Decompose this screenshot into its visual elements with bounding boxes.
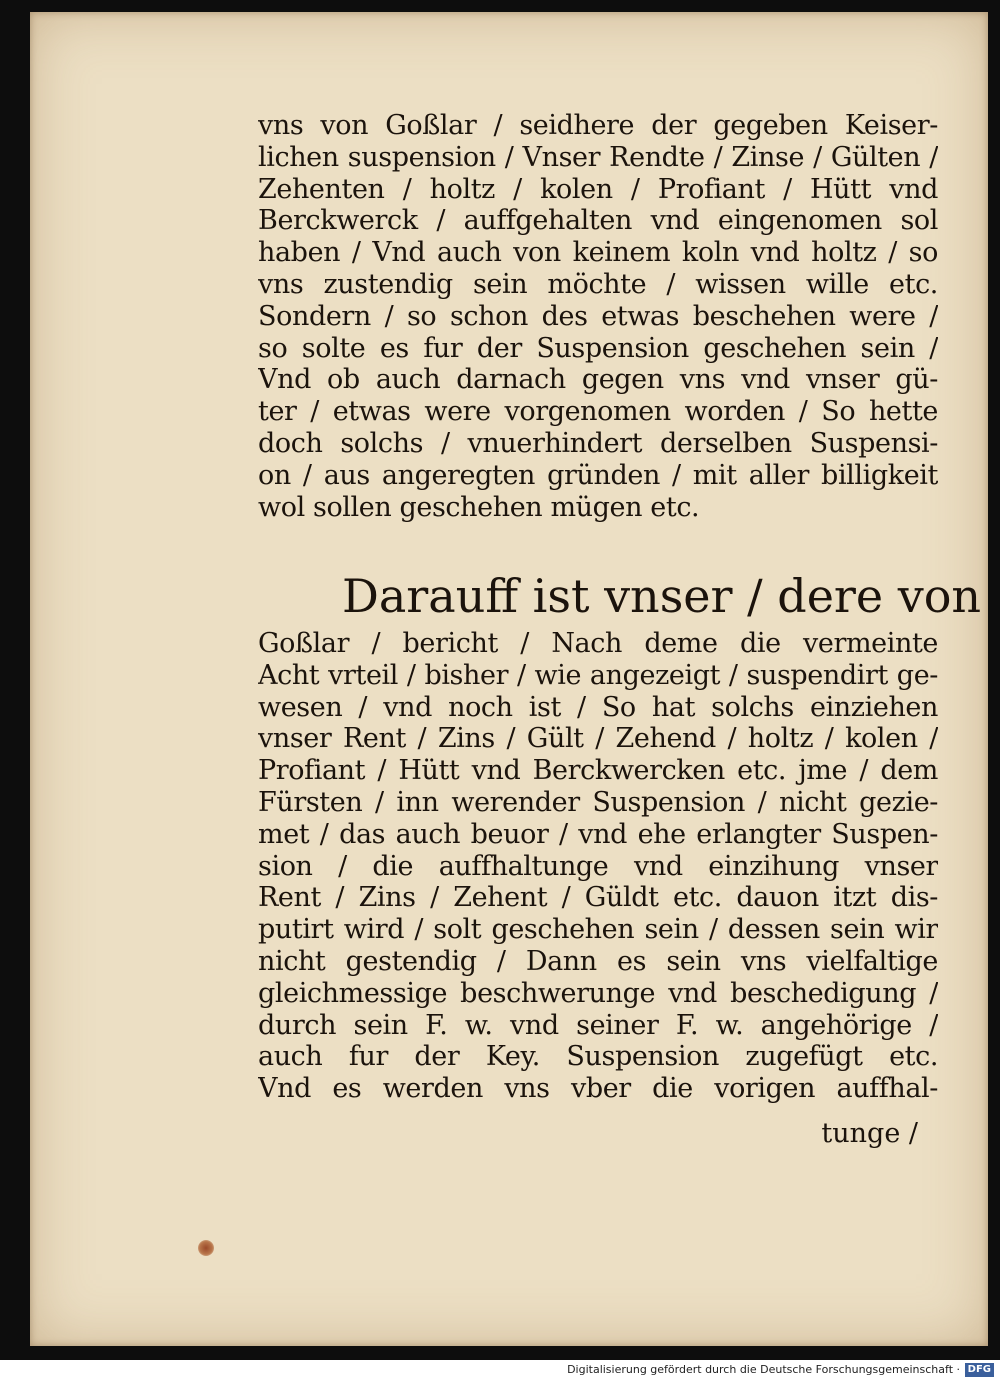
paper-stain <box>198 1240 214 1256</box>
text-line: so solte es fur der Suspension geschehen sein / <box>258 332 938 364</box>
text-line: Zehenten / holtz / kolen / Profiant / Hütt vnd <box>258 173 938 205</box>
text-line: Acht vrteil / bisher / wie angezeigt / suspendirt ge- <box>258 659 938 691</box>
text-line: durch sein F. w. vnd seiner F. w. angehörige / <box>258 1009 938 1041</box>
digitization-footer <box>0 1360 1000 1380</box>
text-line: putirt wird / solt geschehen sein / dessen sein wir <box>258 914 938 946</box>
dfg-logo-icon: DFG <box>965 1363 994 1377</box>
text-line: Profiant / Hütt vnd Berckwercken etc. jme / dem <box>258 755 938 787</box>
text-line: vns von Goßlar / seidhere der gegeben Keiser- <box>258 110 938 141</box>
document-page <box>30 12 988 1346</box>
footer-credit: Digitalisierung gefördert durch die Deutsche Forschungsgemeinschaft · <box>567 1363 960 1376</box>
text-line: lichen suspension / Vnser Rendte / Zinse / Gülten / <box>258 141 938 173</box>
text-line: Fürsten / inn werender Suspension / nicht gezie- <box>258 786 938 818</box>
text-line: wol sollen geschehen mügen etc. <box>258 491 700 523</box>
text-line: haben / Vnd auch von keinem koln vnd holtz / so <box>258 237 938 269</box>
catchword: tunge / <box>821 1118 918 1149</box>
text-line: vns zustendig sein möchte / wissen wille etc. <box>258 268 938 300</box>
text-line: wesen / vnd noch ist / So hat solchs einziehen <box>258 691 938 723</box>
text-line: nicht gestendig / Dann es sein vns vielfaltige <box>258 945 938 977</box>
section-heading: Darauff ist vnser / dere von <box>342 569 982 623</box>
text-line: doch solchs / vnuerhindert derselben Suspensi- <box>258 427 938 459</box>
text-line: met / das auch beuor / vnd ehe erlangter Suspen- <box>258 818 938 850</box>
text-line: gleichmessige beschwerunge vnd beschedigung / <box>258 977 938 1009</box>
text-line: Vnd es werden vns vber die vorigen auffhal- <box>258 1073 938 1105</box>
text-line: sion / die auffhaltunge vnd einzihung vnser <box>258 850 938 882</box>
text-line: Goßlar / bericht / Nach deme die vermeinte <box>258 628 938 659</box>
text-line: Berckwerck / auffgehalten vnd eingenomen sol <box>258 205 938 237</box>
text-line: vnser Rent / Zins / Gült / Zehend / holtz / kolen / <box>258 723 938 755</box>
text-line: ter / etwas were vorgenomen worden / So hette <box>258 396 938 428</box>
text-line: Vnd ob auch darnach gegen vns vnd vnser gü- <box>258 364 938 396</box>
text-line: Sondern / so schon des etwas beschehen were / <box>258 300 938 332</box>
text-line: on / aus angeregten gründen / mit aller billigkeit <box>258 459 938 491</box>
body-paragraph-2 <box>258 628 938 1105</box>
text-line: auch fur der Key. Suspension zugefügt etc. <box>258 1041 938 1073</box>
body-paragraph-1 <box>258 110 938 523</box>
text-line: Rent / Zins / Zehent / Güldt etc. dauon itzt dis- <box>258 882 938 914</box>
